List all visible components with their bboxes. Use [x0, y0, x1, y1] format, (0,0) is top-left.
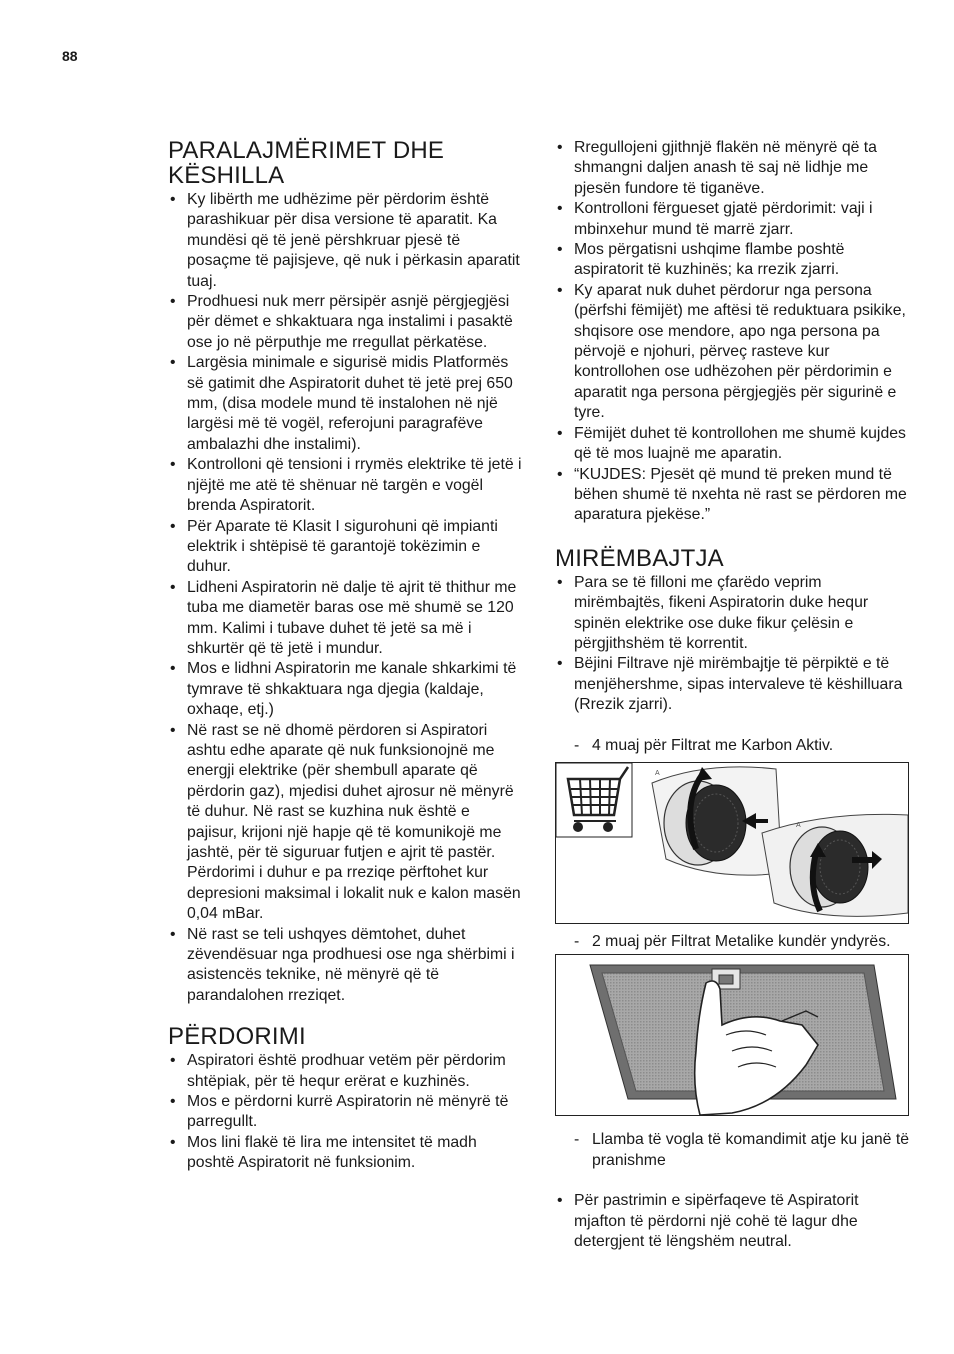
- list-item: • Mos lini flakë të lira me intensitet të madh poshtë Aspiratorit në funksionim.: [168, 1133, 523, 1174]
- warnings-title: [168, 138, 523, 188]
- list-item: • Largësia minimale e sigurisë midis Platformës së gatimit dhe Aspiratorit duhet të jetë prej 650 mm, (disa modele mund të instalohen në një largësi më të vogël, referojuni paragrafëve ambalazhi dhe instalimi).: [168, 353, 523, 455]
- grease-filter-illustration: [556, 955, 908, 1115]
- usage-list: [168, 1051, 523, 1173]
- cleaning-list: [555, 1191, 910, 1252]
- list-item: • Bëjini Filtrave një mirëmbajtje të përpiktë e të menjëhershme, sipas intervaleve të këshilluara (Rrezik zjarri).: [555, 654, 910, 715]
- list-item: • Rregullojeni gjithnjë flakën në mënyrë që ta shmangni daljen anash të saj në lidhje me pjesën fundore të tiganëve.: [555, 138, 910, 199]
- list-item: • Për pastrimin e sipërfaqeve të Aspiratorit mjafton të përdorni një cohë të lagur dhe detergjent të lëngshëm neutral.: [555, 1191, 910, 1252]
- carbon-filter-interval: - 4 muaj për Filtrat me Karbon Aktiv.: [555, 736, 910, 756]
- list-item: • Ky libërth me udhëzime për përdorim është parashikuar për disa versione të aparatit. Ka mundësi që të jenë përshkruar pjesë të posaçme të pajisjeve, që nuk i përkasin aparatit tuaj.: [168, 190, 523, 292]
- list-item: • Mos e përdorni kurrë Aspiratorin në mënyrë të parregullt.: [168, 1092, 523, 1133]
- maintenance-list: [555, 573, 910, 716]
- svg-text:A: A: [655, 769, 660, 777]
- lamps-note: - Llamba të vogla të komandimit atje ku janë të pranishme: [555, 1130, 910, 1171]
- list-item: • Aspiratori është prodhuar vetëm për përdorim shtëpiak, për të hequr erërat e kuzhinës.: [168, 1051, 523, 1092]
- list-item: • Fëmijët duhet të kontrollohen me shumë kujdes që të mos luajnë me aparatin.: [555, 424, 910, 465]
- warnings-title-line2: KËSHILLA: [168, 162, 285, 189]
- carbon-filter-figure: [555, 762, 909, 924]
- left-column: [168, 138, 523, 1174]
- usage-list-continued: [555, 138, 910, 526]
- maintenance-title: MIRËMBAJTJA: [555, 544, 724, 572]
- list-item: • “KUJDES: Pjesët që mund të preken mund të bëhen shumë të nxehta në rast se përdoren me aparatura pjekëse.”: [555, 465, 910, 526]
- carbon-filter-illustration: [652, 767, 908, 916]
- list-item: • Ky aparat nuk duhet përdorur nga persona (përfshi fëmijët) me aftësi të reduktuara psikike, shqisore ose mendore, apo nga persona pa përvojë e njohuri, përveç rasteve kur kontrollohen ose udhëzohen për përdorimin e aparatit nga persona përgjegjës për sigurinë e tyre.: [555, 281, 910, 424]
- list-item: • Në rast se në dhomë përdoren si Aspiratori ashtu edhe aparate që nuk funksionojnë me energji elektrike (për shembull aparate që përdorin gaz), mjedisi duhet ajrosur në mënyrë të duhur. Në rast se kuzhina nuk është e pajisur, krijoni një hapje që të komunikojë me jashtë, për të siguruar futjen e ajrit të pastër. Përdorimi i duhur e pa rreziqe përftohet kur depresioni maksimal i lokalit nuk e kalon masën 0,04 mBar.: [168, 721, 523, 925]
- list-item: • Para se të filloni me çfarëdo veprim mirëmbajtës, fikeni Aspiratorin duke hequr spinën elektrike ose duke fikur çelësin e përgjithshëm të korrentit.: [555, 573, 910, 655]
- svg-text:A: A: [796, 821, 801, 829]
- warnings-title-line1: PARALAJMËRIMET DHE: [168, 137, 445, 164]
- warnings-list: [168, 190, 523, 1006]
- page-number: 88: [62, 48, 78, 64]
- list-item: • Kontrolloni fërgueset gjatë përdorimit: vaji i mbinxehur mund të marrë zjarr.: [555, 199, 910, 240]
- list-item: • Mos e lidhni Aspiratorin me kanale shkarkimi të tymrave të shkaktuara nga djegia (kaldaje, oxhaqe, etj.): [168, 659, 523, 720]
- list-item: • Kontrolloni që tensioni i rrymës elektrike të jetë i njëjtë me atë të shënuar në targën e vogël brenda Aspiratorit.: [168, 455, 523, 516]
- list-item: • Prodhuesi nuk merr përsipër asnjë përgjegjësi për dëmet e shkaktuara nga instalimi i pasaktë ose jo në përputhje me rregullat përkatëse.: [168, 292, 523, 353]
- list-item: • Mos përgatisni ushqime flambe poshtë aspiratorit të kuzhinës; ka rrezik zjarri.: [555, 240, 910, 281]
- grease-filter-figure: [555, 954, 909, 1116]
- list-item: • Në rast se teli ushqyes dëmtohet, duhet zëvendësuar nga prodhuesi ose nga shërbimi i asistencës teknike, në mënyrë që të parandalohen rreziqet.: [168, 925, 523, 1007]
- shopping-cart-icon: [556, 763, 632, 837]
- list-item: • Lidheni Aspiratorin në dalje të ajrit të thithur me tuba me diametër baras ose më shumë se 120 mm. Kalimi i tubave duhet të jetë sa më i shkurtër që të jetë i mundur.: [168, 578, 523, 660]
- right-column: [555, 138, 910, 1252]
- list-item: • Për Aparate të Klasit I sigurohuni që impianti elektrik i shtëpisë të garantojë tokëzimin e duhur.: [168, 517, 523, 578]
- usage-title: PËRDORIMI: [168, 1023, 306, 1051]
- metal-filter-interval: - 2 muaj për Filtrat Metalike kundër yndyrës.: [555, 932, 910, 952]
